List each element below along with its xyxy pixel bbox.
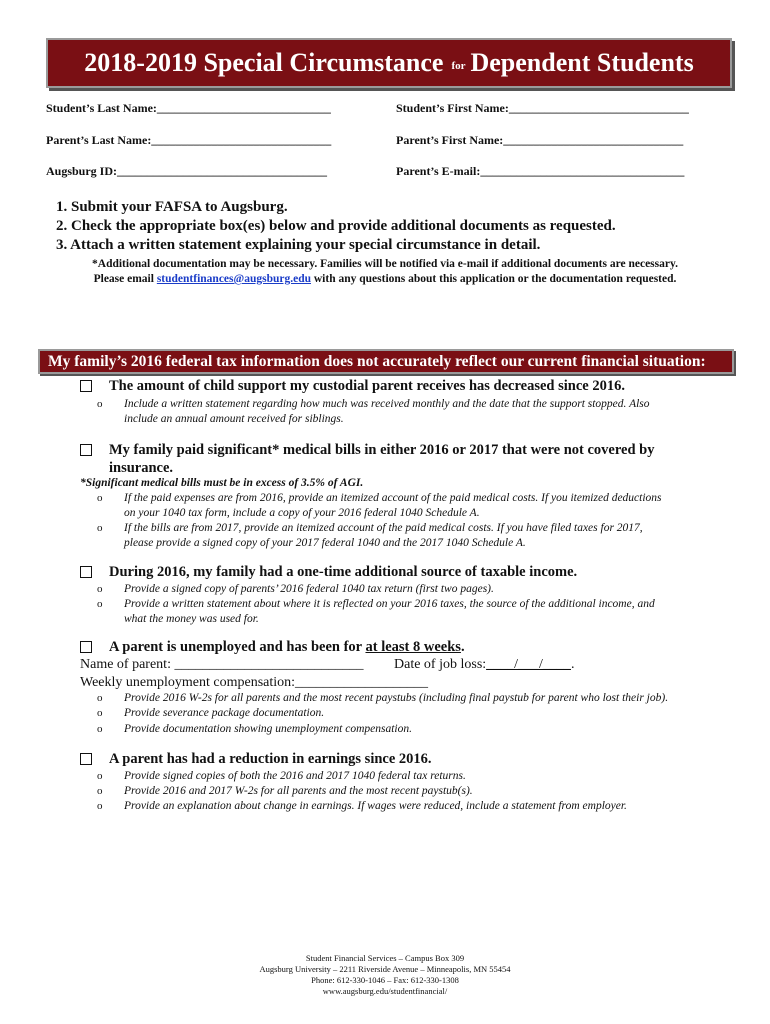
parent-last-name-field[interactable]: Parent’s Last Name:______________________________ [46, 133, 332, 147]
bullet-icon: o [97, 770, 103, 782]
parent-first-name-field[interactable]: Parent’s First Name:______________________________ [396, 133, 684, 147]
date-job-loss-label: Date of job loss: [394, 657, 487, 672]
unemployed-heading [109, 638, 465, 656]
checkbox-reduced-earnings[interactable] [80, 753, 92, 765]
checkbox-medical-bills[interactable] [80, 444, 92, 456]
date-job-loss-blank: ____/___/____ [486, 657, 571, 672]
parent-name-field[interactable]: Name of parent: ___________________________ [80, 657, 364, 672]
instruction-steps [56, 198, 616, 255]
medical-note: *Significant medical bills must be in excess of 3.5% of AGI. [80, 477, 364, 489]
income-heading: During 2016, my family had a one-time additional source of taxable income. [109, 564, 578, 580]
child-support-bullet-1a: Include a written statement regarding how much was received monthly and the date that the support stopped. Also [124, 398, 650, 410]
student-first-name-field[interactable]: Student’s First Name:______________________________ [396, 101, 689, 115]
unemployed-heading-post: . [460, 639, 465, 655]
student-last-name-field[interactable]: Student’s Last Name:_____________________________ [46, 101, 331, 115]
parent-email-field[interactable]: Parent’s E-mail:__________________________________ [396, 164, 685, 178]
checkbox-unemployed[interactable] [80, 641, 92, 653]
bullet-icon: o [97, 723, 103, 735]
unemployed-bullet-2: Provide severance package documentation. [124, 707, 325, 719]
medical-bullet-2a: If the bills are from 2017, provide an itemized account of the paid medical costs. If you have filed taxes for 2017, [124, 522, 643, 534]
bullet-icon: o [97, 583, 103, 595]
income-bullet-1: Provide a signed copy of parents’ 2016 federal 1040 tax return (first two pages). [124, 583, 494, 595]
earnings-bullet-1: Provide signed copies of both the 2016 and 2017 1040 federal tax returns. [124, 770, 466, 782]
additional-docs-note [40, 257, 730, 287]
date-job-loss-field[interactable] [394, 656, 574, 674]
unemployed-heading-underlined: at least 8 weeks [365, 639, 461, 655]
title-part2: Dependent Students [470, 48, 694, 77]
bullet-icon: o [97, 598, 103, 610]
bullet-icon: o [97, 785, 103, 797]
augsburg-id-field[interactable]: Augsburg ID:___________________________________ [46, 164, 328, 178]
checkbox-child-support[interactable] [80, 380, 92, 392]
bullet-icon: o [97, 692, 103, 704]
bullet-icon: o [97, 398, 103, 410]
note-line1: *Additional documentation may be necessary. Families will be notified via e-mail if additional documents are necessary. [92, 258, 678, 270]
medical-bullet-1b: on your 1040 tax form, include a copy of your 2016 federal 1040 Schedule A. [124, 507, 480, 519]
medical-bullet-1a: If the paid expenses are from 2016, provide an itemized account of the paid medical costs. If you itemized deductions [124, 492, 662, 504]
child-support-heading: The amount of child support my custodial parent receives has decreased since 2016. [109, 378, 625, 394]
note-post: with any questions about this application or the documentation requested. [311, 273, 677, 285]
earnings-bullet-3: Provide an explanation about change in earnings. If wages were reduced, include a statement from employer. [124, 800, 627, 812]
date-job-loss-post: . [570, 657, 575, 672]
child-support-bullet-1b: include an annual amount received for siblings. [124, 413, 344, 425]
step-1: 1. Submit your FAFSA to Augsburg. [56, 199, 288, 215]
income-bullet-2a: Provide a written statement about where it is reflected on your 2016 taxes, the source of the additional income, and [124, 598, 655, 610]
title-for: for [451, 60, 466, 72]
note-pre: Please email [93, 273, 157, 285]
step-2: 2. Check the appropriate box(es) below and provide additional documents as requested. [56, 218, 616, 234]
footer-line-1: Student Financial Services – Campus Box 309 [305, 953, 465, 963]
medical-bullet-2b: please provide a signed copy of your 2017 federal 1040 and the 2017 1040 Schedule A. [124, 537, 526, 549]
unemployed-heading-pre: A parent is unemployed and has been for [109, 639, 366, 655]
bullet-icon: o [97, 522, 103, 534]
unemployed-bullet-1: Provide 2016 W-2s for all parents and the most recent paystubs (including final paystub for parent who lost their job). [124, 692, 669, 704]
weekly-unemployment-field[interactable]: Weekly unemployment compensation:___________________ [80, 675, 429, 690]
footer-website-link[interactable]: www.augsburg.edu/studentfinancial/ [322, 986, 448, 996]
step-3: 3. Attach a written statement explaining your special circumstance in detail. [56, 237, 541, 253]
email-link[interactable]: studentfinances@augsburg.edu [156, 273, 311, 285]
earnings-bullet-2: Provide 2016 and 2017 W-2s for all parents and the most recent paystub(s). [124, 785, 473, 797]
unemployed-bullet-3: Provide documentation showing unemployment compensation. [124, 723, 412, 735]
income-bullet-2b: what the money was used for. [124, 613, 259, 625]
footer [0, 953, 770, 997]
footer-line-2: Augsburg University – 2211 Riverside Avenue – Minneapolis, MN 55454 [259, 964, 511, 974]
checkbox-one-time-income[interactable] [80, 566, 92, 578]
section-title: My family’s 2016 federal tax information does not accurately reflect our current financial situation: [38, 349, 734, 374]
bullet-icon: o [97, 492, 103, 504]
bullet-icon: o [97, 707, 103, 719]
bullet-icon: o [97, 800, 103, 812]
footer-line-3: Phone: 612-330-1046 – Fax: 612-330-1308 [311, 975, 459, 985]
title-part1: 2018-2019 Special Circumstance [84, 48, 444, 77]
form-title [46, 38, 732, 88]
medical-heading-1: My family paid significant* medical bills in either 2016 or 2017 that were not covered by [109, 442, 655, 458]
earnings-heading: A parent has had a reduction in earnings since 2016. [109, 751, 432, 767]
medical-heading-2: insurance. [109, 460, 174, 476]
